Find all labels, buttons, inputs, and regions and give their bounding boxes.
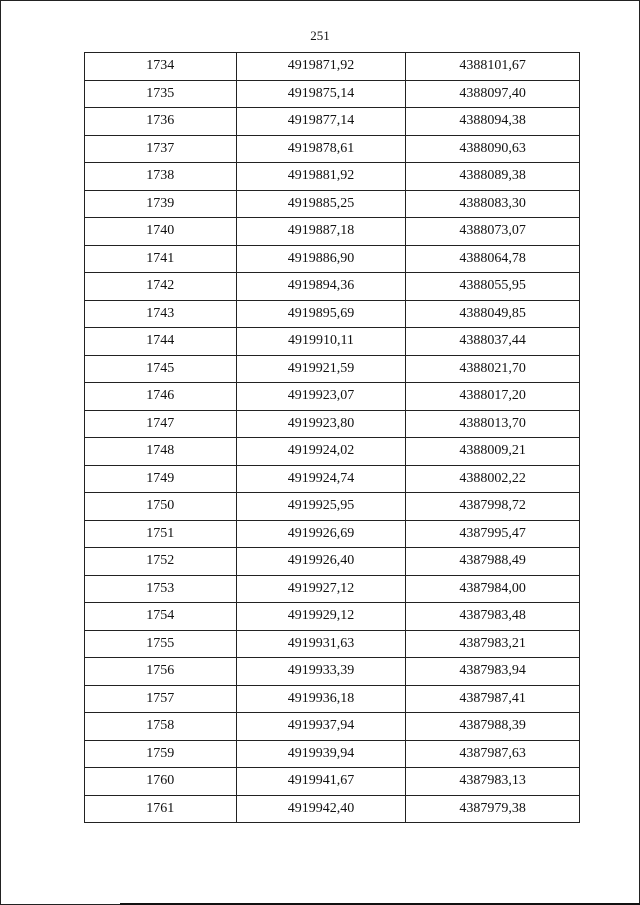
table-row <box>85 383 580 411</box>
table-row <box>85 630 580 658</box>
y-coordinate-cell: 4387987,63 <box>406 740 580 768</box>
x-coordinate-cell: 4919924,74 <box>236 465 406 493</box>
x-coordinate-cell: 4919875,14 <box>236 80 406 108</box>
point-number-cell: 1752 <box>85 548 237 576</box>
table-row <box>85 163 580 191</box>
y-coordinate-cell: 4387983,21 <box>406 630 580 658</box>
y-coordinate-cell: 4387983,48 <box>406 603 580 631</box>
y-coordinate-cell: 4388101,67 <box>406 53 580 81</box>
coordinates-table <box>84 52 580 823</box>
point-number-cell: 1751 <box>85 520 237 548</box>
point-number-cell: 1747 <box>85 410 237 438</box>
x-coordinate-cell: 4919926,40 <box>236 548 406 576</box>
point-number-cell: 1745 <box>85 355 237 383</box>
point-number-cell: 1748 <box>85 438 237 466</box>
point-number-cell: 1759 <box>85 740 237 768</box>
x-coordinate-cell: 4919942,40 <box>236 795 406 823</box>
table-row <box>85 273 580 301</box>
x-coordinate-cell: 4919923,07 <box>236 383 406 411</box>
y-coordinate-cell: 4388064,78 <box>406 245 580 273</box>
x-coordinate-cell: 4919894,36 <box>236 273 406 301</box>
table-row <box>85 300 580 328</box>
x-coordinate-cell: 4919941,67 <box>236 768 406 796</box>
table-row <box>85 795 580 823</box>
y-coordinate-cell: 4387987,41 <box>406 685 580 713</box>
y-coordinate-cell: 4388055,95 <box>406 273 580 301</box>
table-row <box>85 713 580 741</box>
point-number-cell: 1755 <box>85 630 237 658</box>
y-coordinate-cell: 4387983,13 <box>406 768 580 796</box>
table-row <box>85 575 580 603</box>
y-coordinate-cell: 4388089,38 <box>406 163 580 191</box>
table-row <box>85 355 580 383</box>
point-number-cell: 1734 <box>85 53 237 81</box>
point-number-cell: 1753 <box>85 575 237 603</box>
page-number: 251 <box>310 28 330 43</box>
x-coordinate-cell: 4919887,18 <box>236 218 406 246</box>
x-coordinate-cell: 4919885,25 <box>236 190 406 218</box>
point-number-cell: 1746 <box>85 383 237 411</box>
point-number-cell: 1744 <box>85 328 237 356</box>
table-row <box>85 548 580 576</box>
x-coordinate-cell: 4919886,90 <box>236 245 406 273</box>
y-coordinate-cell: 4388013,70 <box>406 410 580 438</box>
table-row <box>85 218 580 246</box>
x-coordinate-cell: 4919881,92 <box>236 163 406 191</box>
y-coordinate-cell: 4387998,72 <box>406 493 580 521</box>
point-number-cell: 1756 <box>85 658 237 686</box>
x-coordinate-cell: 4919927,12 <box>236 575 406 603</box>
y-coordinate-cell: 4388094,38 <box>406 108 580 136</box>
point-number-cell: 1739 <box>85 190 237 218</box>
point-number-cell: 1757 <box>85 685 237 713</box>
point-number-cell: 1736 <box>85 108 237 136</box>
table-row <box>85 135 580 163</box>
point-number-cell: 1754 <box>85 603 237 631</box>
table-row <box>85 493 580 521</box>
coordinates-table-body <box>85 53 580 823</box>
x-coordinate-cell: 4919923,80 <box>236 410 406 438</box>
x-coordinate-cell: 4919878,61 <box>236 135 406 163</box>
y-coordinate-cell: 4388090,63 <box>406 135 580 163</box>
point-number-cell: 1760 <box>85 768 237 796</box>
table-row <box>85 740 580 768</box>
y-coordinate-cell: 4387995,47 <box>406 520 580 548</box>
x-coordinate-cell: 4919931,63 <box>236 630 406 658</box>
point-number-cell: 1742 <box>85 273 237 301</box>
x-coordinate-cell: 4919924,02 <box>236 438 406 466</box>
x-coordinate-cell: 4919926,69 <box>236 520 406 548</box>
point-number-cell: 1761 <box>85 795 237 823</box>
table-row <box>85 520 580 548</box>
x-coordinate-cell: 4919936,18 <box>236 685 406 713</box>
point-number-cell: 1735 <box>85 80 237 108</box>
table-row <box>85 410 580 438</box>
point-number-cell: 1738 <box>85 163 237 191</box>
y-coordinate-cell: 4388021,70 <box>406 355 580 383</box>
y-coordinate-cell: 4388009,21 <box>406 438 580 466</box>
table-row <box>85 465 580 493</box>
y-coordinate-cell: 4387979,38 <box>406 795 580 823</box>
point-number-cell: 1741 <box>85 245 237 273</box>
x-coordinate-cell: 4919895,69 <box>236 300 406 328</box>
x-coordinate-cell: 4919929,12 <box>236 603 406 631</box>
table-row <box>85 768 580 796</box>
x-coordinate-cell: 4919925,95 <box>236 493 406 521</box>
y-coordinate-cell: 4388017,20 <box>406 383 580 411</box>
point-number-cell: 1749 <box>85 465 237 493</box>
x-coordinate-cell: 4919933,39 <box>236 658 406 686</box>
y-coordinate-cell: 4388002,22 <box>406 465 580 493</box>
y-coordinate-cell: 4388049,85 <box>406 300 580 328</box>
x-coordinate-cell: 4919939,94 <box>236 740 406 768</box>
y-coordinate-cell: 4388037,44 <box>406 328 580 356</box>
point-number-cell: 1740 <box>85 218 237 246</box>
point-number-cell: 1750 <box>85 493 237 521</box>
table-row <box>85 685 580 713</box>
point-number-cell: 1743 <box>85 300 237 328</box>
x-coordinate-cell: 4919871,92 <box>236 53 406 81</box>
x-coordinate-cell: 4919921,59 <box>236 355 406 383</box>
x-coordinate-cell: 4919910,11 <box>236 328 406 356</box>
table-row <box>85 658 580 686</box>
table-row <box>85 438 580 466</box>
x-coordinate-cell: 4919877,14 <box>236 108 406 136</box>
point-number-cell: 1737 <box>85 135 237 163</box>
x-coordinate-cell: 4919937,94 <box>236 713 406 741</box>
table-row <box>85 328 580 356</box>
y-coordinate-cell: 4387983,94 <box>406 658 580 686</box>
point-number-cell: 1758 <box>85 713 237 741</box>
y-coordinate-cell: 4387988,49 <box>406 548 580 576</box>
table-row <box>85 190 580 218</box>
table-row <box>85 53 580 81</box>
y-coordinate-cell: 4388083,30 <box>406 190 580 218</box>
y-coordinate-cell: 4388097,40 <box>406 80 580 108</box>
y-coordinate-cell: 4387988,39 <box>406 713 580 741</box>
table-row <box>85 245 580 273</box>
table-row <box>85 108 580 136</box>
y-coordinate-cell: 4388073,07 <box>406 218 580 246</box>
y-coordinate-cell: 4387984,00 <box>406 575 580 603</box>
table-row <box>85 603 580 631</box>
table-row <box>85 80 580 108</box>
